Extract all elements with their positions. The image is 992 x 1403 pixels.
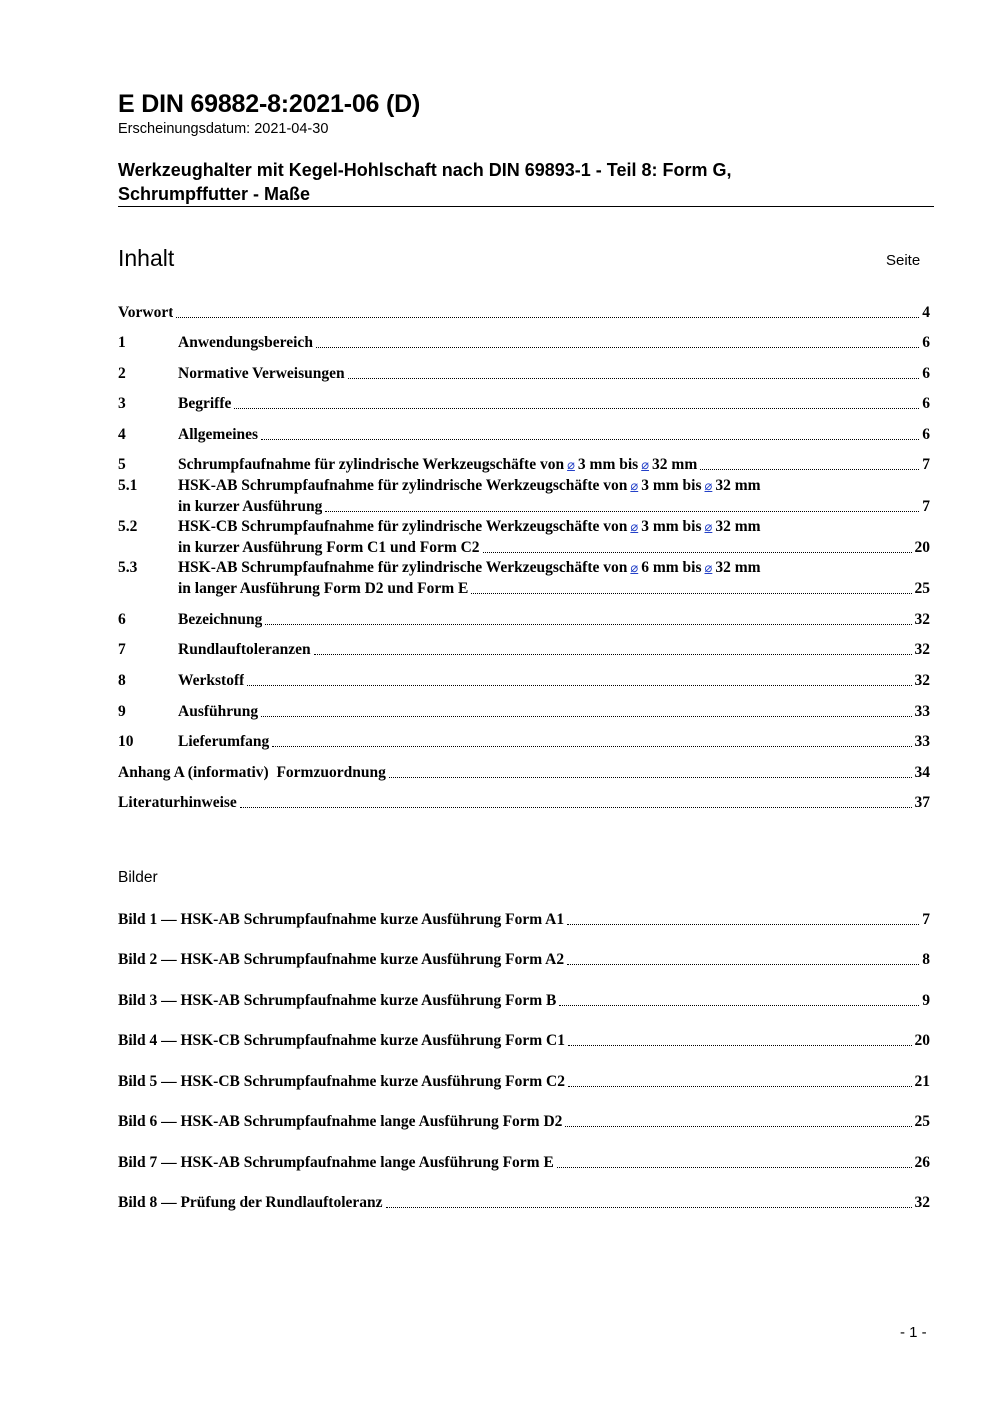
figure-entry-1[interactable] [118,909,930,931]
figure-entry-7[interactable] [118,1152,930,1174]
figure-entry-title: Bild 3 — HSK-AB Schrumpfaufnahme kurze Ausführung Form B [118,992,557,1009]
dot-leader [234,408,919,409]
toc-entry-5-1-line-1[interactable] [178,475,761,497]
figure-entry-5[interactable] [118,1071,930,1093]
toc-entry-bibliography[interactable] [118,792,930,814]
toc-title-part: 3 mm bis [641,477,702,494]
dot-leader [483,552,912,553]
figures-heading: Bilder [118,869,158,886]
toc-entry-4[interactable] [118,424,930,446]
toc-entry-page: 7 [922,498,930,515]
toc-title-part: 3 mm bis [641,518,702,535]
dot-leader [568,1086,912,1087]
toc-entry-1[interactable] [118,332,930,354]
figure-entry-page: 20 [914,1032,930,1049]
figure-entry-title: Bild 2 — HSK-AB Schrumpfaufnahme kurze Ausführung Form A2 [118,951,565,968]
dot-leader [386,1207,912,1208]
dot-leader [314,654,912,655]
toc-title-part: 32 mm [715,559,761,576]
toc-entry-page: 4 [922,304,930,321]
toc-entry-title: Ausführung [178,703,259,720]
figure-entry-title: Bild 8 — Prüfung der Rundlauftoleranz [118,1194,383,1211]
toc-entry-title: Bezeichnung [178,611,263,628]
toc-entry-number: 2 [118,365,126,382]
toc-entry-title: Anhang A (informativ) Formzuordnung [118,764,386,781]
toc-entry-title: Werkstoff [178,672,245,689]
dot-leader [389,777,912,778]
diameter-symbol-link[interactable]: ⌀ [704,519,713,534]
toc-entry-annex-a[interactable] [118,762,930,784]
dot-leader [557,1167,912,1168]
toc-entry-2[interactable] [118,363,930,385]
toc-entry-number: 8 [118,672,126,689]
dot-leader [247,685,911,686]
toc-entry-title: Begriffe [178,395,232,412]
document-title [118,158,918,206]
page-number: - 1 - [900,1324,927,1341]
toc-entry-title: in kurzer Ausführung Form C1 und Form C2 [178,539,480,556]
figure-entry-page: 25 [914,1113,930,1130]
dot-leader [567,924,919,925]
toc-entry-number: 5.1 [118,477,138,494]
toc-title-part: 32 mm [715,518,761,535]
toc-entry-number: 5.3 [118,559,138,576]
dot-leader [559,1005,919,1006]
dot-leader [565,1126,911,1127]
figure-entry-page: 32 [914,1194,930,1211]
toc-entry-number: 6 [118,611,126,628]
dot-leader [272,746,911,747]
toc-title-part: HSK-AB Schrumpfaufnahme für zylindrische Werkzeugschäfte von [178,477,628,494]
dot-leader [176,317,919,318]
figure-entry-page: 26 [914,1154,930,1171]
title-line-1: Werkzeughalter mit Kegel-Hohlschaft nach DIN 69893-1 - Teil 8: Form G, [118,160,732,180]
toc-entry-title: Allgemeines [178,426,259,443]
toc-entry-6[interactable] [118,609,930,631]
toc-entry-5-3-line-1[interactable] [178,557,761,579]
toc-entry-page: 32 [914,672,930,689]
toc-entry-number: 1 [118,334,126,351]
toc-entry-3[interactable] [118,393,930,415]
toc-title-part: 32 mm [652,456,698,473]
toc-entry-page: 6 [922,365,930,382]
figure-entry-3[interactable] [118,990,930,1012]
diameter-symbol-link[interactable]: ⌀ [630,560,639,575]
toc-entry-title: Lieferumfang [178,733,270,750]
toc-entry-page: 33 [914,703,930,720]
dot-leader [325,511,919,512]
toc-entry-page: 6 [922,395,930,412]
title-line-2: Schrumpffutter - Maße [118,184,311,204]
figure-entry-4[interactable] [118,1030,930,1052]
dot-leader [265,624,911,625]
toc-entry-5-3-line-2[interactable] [178,578,930,600]
toc-entry-page: 20 [914,539,930,556]
toc-entry-number: 5 [118,456,126,473]
diameter-symbol-link[interactable]: ⌀ [630,478,639,493]
figure-entry-6[interactable] [118,1111,930,1133]
toc-entry-10[interactable] [118,731,930,753]
dot-leader [240,807,912,808]
toc-entry-vorwort[interactable] [118,302,930,324]
toc-entry-title: Normative Verweisungen [178,365,345,382]
figure-entry-page: 7 [922,911,930,928]
figure-entry-page: 8 [922,951,930,968]
dot-leader [316,347,919,348]
toc-entry-title: Anwendungsbereich [178,334,313,351]
toc-entry-number: 7 [118,641,126,658]
toc-entry-number: 10 [118,733,134,750]
toc-page-column-label: Seite [886,252,921,269]
figure-entry-title: Bild 6 — HSK-AB Schrumpfaufnahme lange Ausführung Form D2 [118,1113,563,1130]
toc-entry-page: 32 [914,611,930,628]
dot-leader [700,469,919,470]
diameter-symbol-link[interactable]: ⌀ [641,457,650,472]
toc-title-part: Schrumpfaufnahme für zylindrische Werkzeugschäfte von [178,456,565,473]
toc-entry-7[interactable] [118,639,930,661]
toc-title-part: HSK-AB Schrumpfaufnahme für zylindrische Werkzeugschäfte von [178,559,628,576]
toc-entry-9[interactable] [118,701,930,723]
toc-entry-title: Literaturhinweise [118,794,237,811]
toc-entry-5-2-line-2[interactable] [178,537,930,559]
toc-entry-page: 32 [914,641,930,658]
toc-entry-title: Vorwort [118,304,174,321]
toc-entry-title: in langer Ausführung Form D2 und Form E [178,580,469,597]
figure-entry-8[interactable] [118,1192,930,1214]
figure-entry-title: Bild 5 — HSK-CB Schrumpfaufnahme kurze Ausführung Form C2 [118,1073,565,1090]
figure-entry-page: 9 [922,992,930,1009]
toc-entry-title: in kurzer Ausführung [178,498,323,515]
dot-leader [261,439,919,440]
diameter-symbol-link[interactable]: ⌀ [567,457,575,472]
toc-title-part: 3 mm bis [577,456,639,473]
toc-entry-page: 37 [914,794,930,811]
figure-entry-title: Bild 4 — HSK-CB Schrumpfaufnahme kurze Ausführung Form C1 [118,1032,565,1049]
diameter-symbol-link[interactable]: ⌀ [704,560,713,575]
toc-entry-title: Rundlauftoleranzen [178,641,311,658]
toc-entry-number: 5.2 [118,518,138,535]
toc-entry-title [178,454,697,476]
diameter-symbol-link[interactable]: ⌀ [704,478,713,493]
toc-title-part: 6 mm bis [641,559,702,576]
toc-entry-page: 6 [922,334,930,351]
dot-leader [471,593,911,594]
toc-entry-page: 6 [922,426,930,443]
dot-leader [567,964,919,965]
publication-date: Erscheinungsdatum: 2021-04-30 [118,121,329,137]
figure-entry-page: 21 [914,1073,930,1090]
toc-entry-number: 3 [118,395,126,412]
toc-title-part: HSK-CB Schrumpfaufnahme für zylindrische Werkzeugschäfte von [178,518,628,535]
dot-leader [261,716,911,717]
toc-entry-8[interactable] [118,670,930,692]
toc-entry-page: 7 [922,456,930,473]
dot-leader [348,378,920,379]
toc-entry-page: 33 [914,733,930,750]
toc-entry-5[interactable] [118,454,930,476]
figure-entry-2[interactable] [118,949,930,971]
document-id: E DIN 69882-8:2021-06 (D) [118,90,421,118]
toc-entry-number: 9 [118,703,126,720]
toc-heading: Inhalt [118,245,175,271]
toc-title-part: 32 mm [715,477,761,494]
toc-entry-page: 25 [914,580,930,597]
figure-entry-title: Bild 7 — HSK-AB Schrumpfaufnahme lange Ausführung Form E [118,1154,554,1171]
toc-entry-number: 4 [118,426,126,443]
title-divider [118,206,934,207]
diameter-symbol-link[interactable]: ⌀ [630,519,639,534]
toc-entry-5-2-line-1[interactable] [178,516,761,538]
toc-entry-page: 34 [914,764,930,781]
toc-entry-5-1-line-2[interactable] [178,496,930,518]
dot-leader [568,1045,912,1046]
figure-entry-title: Bild 1 — HSK-AB Schrumpfaufnahme kurze Ausführung Form A1 [118,911,565,928]
